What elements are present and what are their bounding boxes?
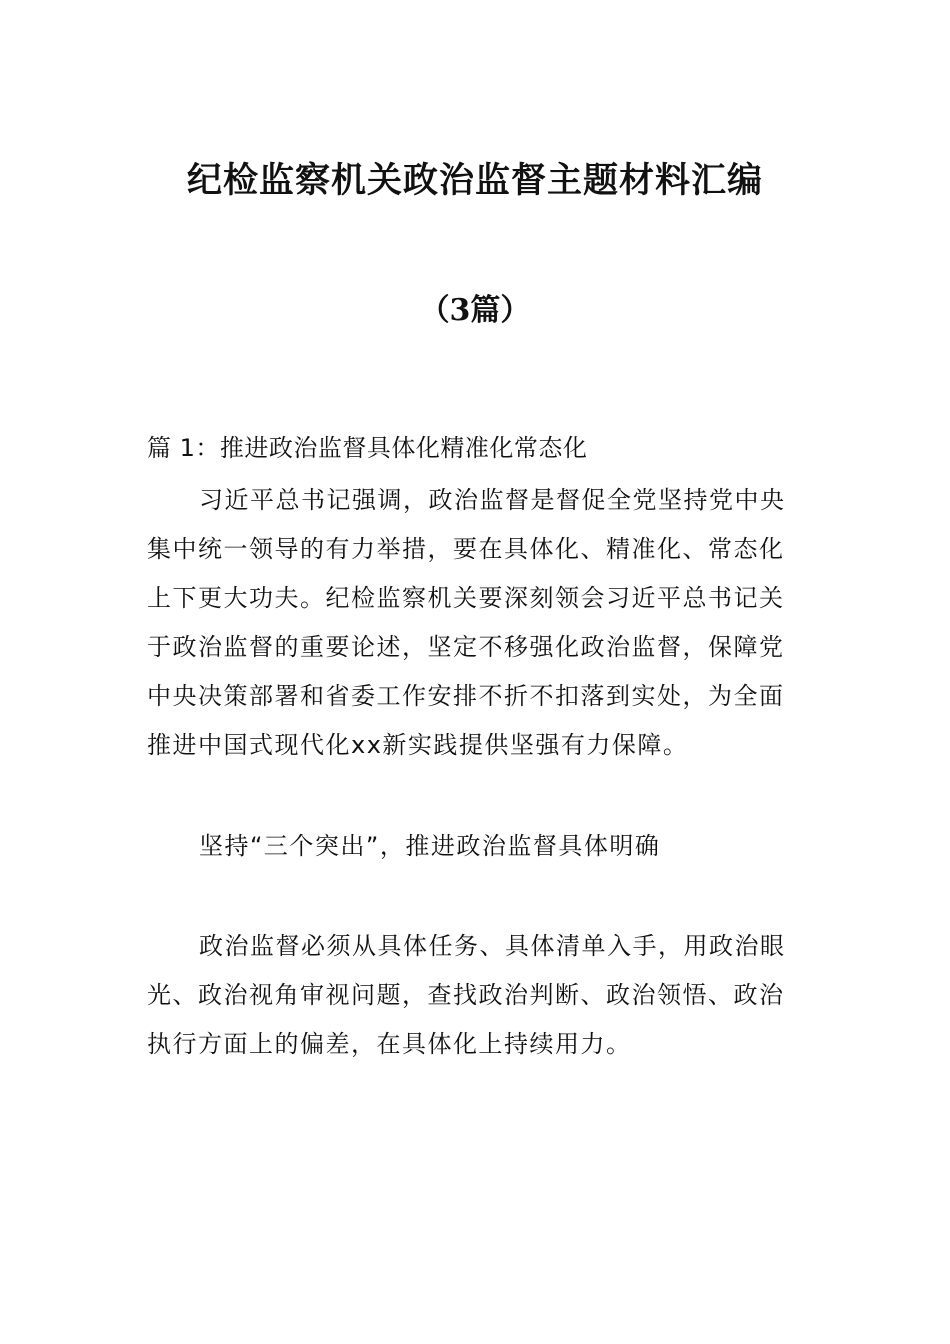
subheading: 坚持“三个突出”，推进政治监督具体明确: [199, 832, 661, 860]
body-paragraph-2: 政治监督必须从具体任务、具体清单入手，用政治眼光、政治视角审视问题，查找政治判断、政治领悟、政治执行方面上的偏差，在具体化上持续用力。: [147, 932, 786, 1058]
section-heading: 篇 1：推进政治监督具体化精准化常态化: [147, 434, 588, 462]
body-paragraph-1: 习近平总书记强调，政治监督是督促全党坚持党中央集中统一领导的有力举措，要在具体化、精准化、常态化上下更大功夫。纪检监察机关要深刻领会习近平总书记关于政治监督的重要论述，坚定不移强化政治监督，保障党中央决策部署和省委工作安排不折不扣落到实处，为全面推进中国式现代化xx新实践提供坚强有力保障。: [147, 486, 786, 759]
document-title: 纪检监察机关政治监督主题材料汇编: [186, 160, 763, 201]
document-subtitle: （3篇）: [419, 293, 531, 328]
